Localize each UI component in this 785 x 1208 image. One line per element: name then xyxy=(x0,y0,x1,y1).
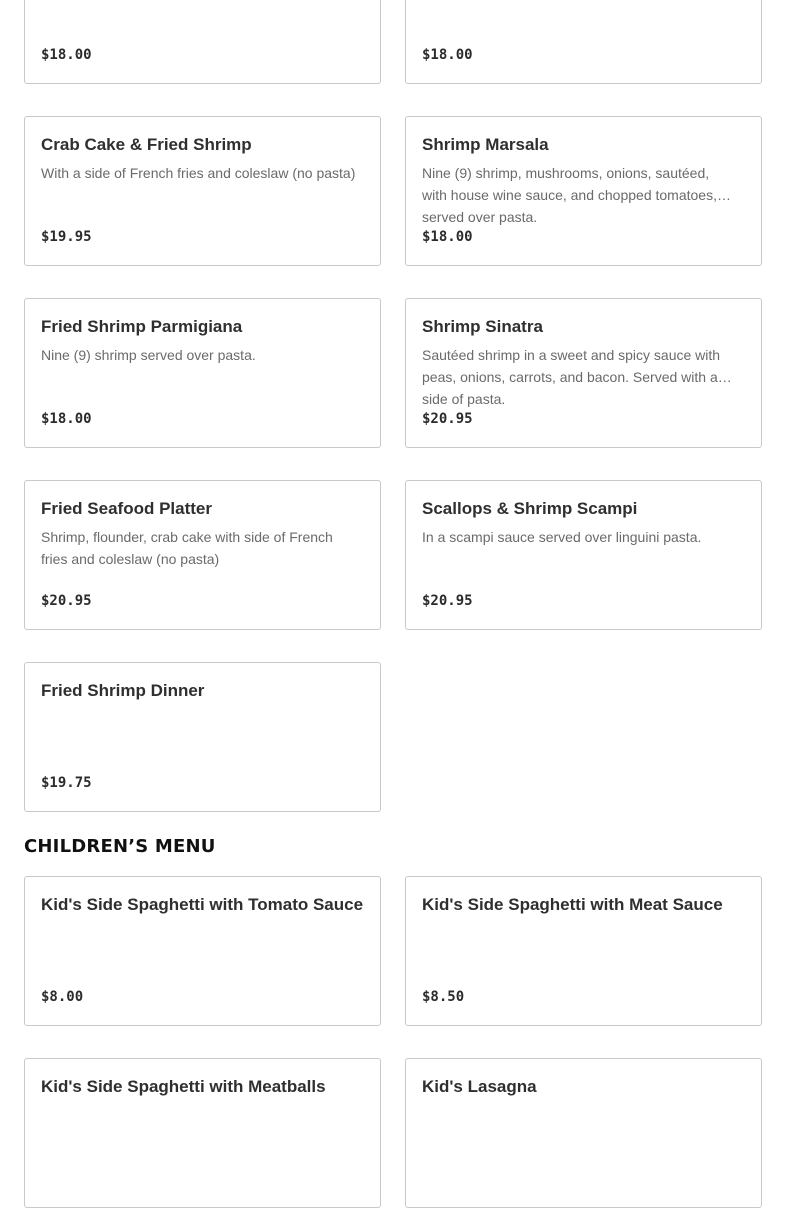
menu-item-price: $20.95 xyxy=(41,593,92,609)
menu-item-description: Nine (9) shrimp, mushrooms, onions, sautéed, with house wine sauce, and chopped tomatoes, served over pasta. xyxy=(422,165,717,225)
menu-item-price: $18.00 xyxy=(422,229,473,245)
menu-item-card[interactable] xyxy=(24,662,381,812)
menu-item-name: Shrimp Sinatra xyxy=(422,317,543,336)
menu-item-card[interactable] xyxy=(405,1058,762,1208)
menu-item-card[interactable] xyxy=(24,876,381,1026)
section-title-childrens-menu: CHILDREN’S MENU xyxy=(24,836,216,857)
menu-item-card[interactable] xyxy=(405,0,762,84)
menu-item-name: Fried Shrimp Dinner xyxy=(41,681,205,700)
menu-item-name: Crab Cake & Fried Shrimp xyxy=(41,135,252,154)
menu-item-description: With a side of French fries and coleslaw (no pasta) xyxy=(41,165,356,181)
menu-item-price: $8.50 xyxy=(422,989,465,1005)
menu-item-price: $20.95 xyxy=(422,593,473,609)
menu-item-card[interactable] xyxy=(24,480,381,630)
menu-item-name: Shrimp Marsala xyxy=(422,135,549,154)
menu-item-price: $18.00 xyxy=(422,47,473,63)
menu-item-description: Shrimp, flounder, crab cake with side of French fries and coleslaw (no pasta) xyxy=(41,529,333,567)
menu-item-name: Kid's Side Spaghetti with Meatballs xyxy=(41,1077,326,1096)
menu-item-price: $19.95 xyxy=(41,229,92,245)
menu-item-name: Kid's Side Spaghetti with Meat Sauce xyxy=(422,895,723,914)
menu-item-price: $20.95 xyxy=(422,411,473,427)
menu-item-card[interactable] xyxy=(24,0,381,84)
menu-item-card[interactable] xyxy=(24,116,381,266)
menu-item-card[interactable] xyxy=(24,298,381,448)
menu-item-name: Scallops & Shrimp Scampi xyxy=(422,499,638,518)
menu-item-card[interactable] xyxy=(24,1058,381,1208)
menu-item-description: Sautéed shrimp in a sweet and spicy sauce with peas, onions, carrots, and bacon. Served with a side of pasta. xyxy=(422,347,721,407)
menu-item-description: In a scampi sauce served over linguini pasta. xyxy=(422,529,702,545)
menu-item-card[interactable] xyxy=(405,876,762,1026)
menu-item-name: Fried Shrimp Parmigiana xyxy=(41,317,243,336)
menu-item-name: Kid's Lasagna xyxy=(422,1077,537,1096)
menu-item-card[interactable] xyxy=(405,480,762,630)
menu-item-price: $18.00 xyxy=(41,47,92,63)
menu-item-price: $19.75 xyxy=(41,775,92,791)
menu-item-price: $8.00 xyxy=(41,989,84,1005)
menu-item-name: Fried Seafood Platter xyxy=(41,499,212,518)
menu-item-description: Nine (9) shrimp served over pasta. xyxy=(41,347,256,363)
menu-item-name: Kid's Side Spaghetti with Tomato Sauce xyxy=(41,895,364,914)
menu-item-card[interactable] xyxy=(405,116,762,266)
menu-item-card[interactable] xyxy=(405,298,762,448)
menu-item-price: $18.00 xyxy=(41,411,92,427)
